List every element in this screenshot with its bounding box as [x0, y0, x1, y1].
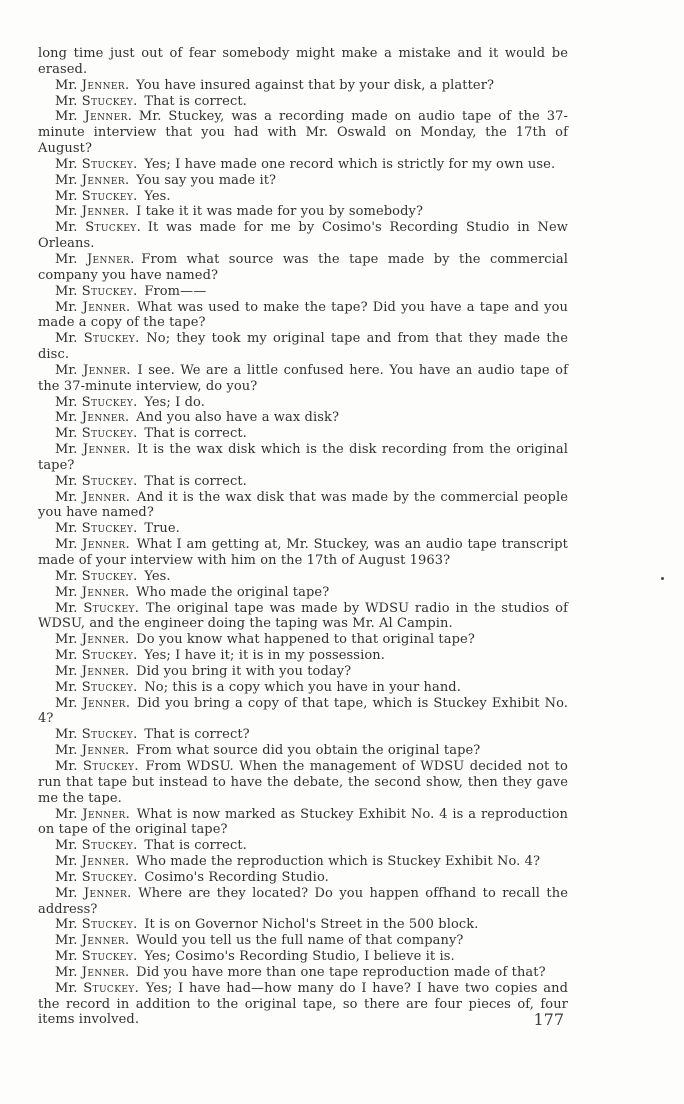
speaker-prefix: Mr. [55, 473, 82, 489]
speaker-prefix: Mr. [55, 109, 85, 125]
speaker-prefix: Mr. [55, 204, 82, 220]
speaker-name: Jenner. [82, 537, 131, 553]
speaker-name: Stuckey. [81, 917, 138, 933]
speaker-name: Stuckey. [81, 426, 138, 442]
speaker-prefix: Mr. [55, 537, 83, 553]
transcript-paragraph: Mr. Jenner. Did you bring it with you today? [55, 663, 352, 679]
speaker-name: Stuckey. [81, 394, 138, 410]
transcript-paragraph: Mr. Jenner. Who made the original tape? [55, 584, 330, 600]
speaker-prefix: Mr. [55, 426, 82, 442]
speaker-name: Stuckey. [81, 679, 138, 695]
speaker-prefix: Mr. [55, 679, 82, 695]
speaker-name: Stuckey. [81, 568, 138, 584]
transcript-paragraph: Mr. Jenner. What was used to make the tape? Did you have a tape and you made a copy of the tape? [38, 299, 568, 331]
speaker-prefix: Mr. [55, 394, 82, 410]
speaker-prefix: Mr. [55, 949, 82, 965]
speaker-prefix: Mr. [55, 220, 86, 236]
transcript-paragraph: Mr. Stuckey. Yes; I have had—how many do I have? I have two copies and the record in addition to the original tape, so there are four pieces of, four items involved. [38, 980, 568, 1028]
speaker-name: Stuckey. [81, 521, 138, 537]
transcript-paragraph: Mr. Jenner. And you also have a wax disk? [55, 410, 340, 426]
speaker-name: Stuckey. [81, 473, 138, 489]
speaker-prefix: Mr. [55, 442, 83, 458]
speaker-prefix: Mr. [55, 251, 87, 267]
transcript-paragraph: Mr. Stuckey. That is correct? [55, 727, 250, 743]
speaker-name: Stuckey. [82, 758, 139, 774]
speaker-prefix: Mr. [55, 77, 82, 93]
speaker-name: Jenner. [82, 806, 131, 822]
transcript-paragraph: Mr. Stuckey. From—— [55, 283, 207, 299]
speaker-prefix: Mr. [55, 806, 83, 822]
transcript-paragraph: Mr. Stuckey. It was made for me by Cosimo's Recording Studio in New Orleans. [38, 220, 568, 252]
transcript-paragraph: Mr. Stuckey. That is correct. [55, 838, 247, 854]
speaker-prefix: Mr. [55, 695, 83, 711]
transcript-paragraph: Mr. Stuckey. That is correct. [55, 473, 247, 489]
speaker-name: Jenner. [82, 299, 131, 315]
speaker-name: Jenner. [81, 933, 130, 949]
speaker-name: Stuckey. [83, 980, 140, 996]
transcript-paragraph: Mr. Jenner. Did you have more than one tape reproduction made of that? [55, 964, 546, 980]
speaker-name: Stuckey. [81, 727, 138, 743]
page-number: 177 [533, 1010, 564, 1029]
speaker-name: Jenner. [82, 489, 131, 505]
transcript-paragraph: Mr. Jenner. Who made the reproduction which is Stuckey Exhibit No. 4? [55, 854, 541, 870]
speaker-name: Jenner. [83, 362, 131, 378]
speaker-prefix: Mr. [55, 584, 82, 600]
speaker-prefix: Mr. [55, 980, 84, 996]
speaker-name: Jenner. [81, 663, 130, 679]
speaker-prefix: Mr. [55, 869, 82, 885]
speaker-name: Jenner. [86, 251, 135, 267]
speaker-prefix: Mr. [55, 600, 84, 616]
speaker-prefix: Mr. [55, 838, 82, 854]
transcript-paragraph: Mr. Jenner. What is now marked as Stuckey Exhibit No. 4 is a reproduction on tape of the original tape? [38, 806, 568, 838]
speaker-prefix: Mr. [55, 489, 83, 505]
transcript-paragraph: Mr. Jenner. From what source did you obtain the original tape? [55, 743, 481, 759]
transcript-paragraph: Mr. Stuckey. Yes; I do. [55, 394, 205, 410]
scan-speck [661, 577, 664, 580]
transcript-paragraph: Mr. Jenner. Do you know what happened to that original tape? [55, 632, 475, 648]
speaker-prefix: Mr. [55, 283, 82, 299]
speaker-prefix: Mr. [55, 933, 82, 949]
transcript-paragraph: Mr. Jenner. What I am getting at, Mr. Stuckey, was an audio tape transcript made of your interview with him on the 17th of August 1963? [38, 537, 569, 568]
speaker-name: Jenner. [81, 204, 130, 220]
transcript-paragraph: Mr. Stuckey. That is correct. [55, 426, 247, 442]
speaker-name: Jenner. [84, 109, 133, 125]
speaker-prefix: Mr. [55, 568, 82, 584]
speaker-prefix: Mr. [55, 758, 83, 774]
speaker-prefix: Mr. [55, 648, 82, 664]
speaker-prefix: Mr. [55, 521, 82, 537]
speaker-name: Jenner. [83, 885, 132, 901]
speaker-prefix: Mr. [55, 885, 84, 901]
speaker-prefix: Mr. [55, 299, 83, 315]
transcript-paragraph: Mr. Stuckey. No; this is a copy which you have in your hand. [55, 679, 461, 695]
speaker-name: Stuckey. [81, 648, 138, 664]
transcript-paragraph: Mr. Jenner. I take it it was made for you by somebody? [55, 204, 424, 220]
speaker-name: Stuckey. [81, 949, 138, 965]
transcript-paragraph: Mr. Stuckey. That is correct. [55, 93, 247, 109]
speaker-name: Stuckey. [83, 331, 140, 347]
speaker-name: Stuckey. [81, 869, 138, 885]
transcript-paragraph: Mr. Jenner. You say you made it? [55, 172, 277, 188]
transcript-paragraph: Mr. Stuckey. It is on Governor Nichol's Street in the 500 block. [55, 917, 479, 933]
speaker-prefix: Mr. [55, 727, 82, 743]
transcript-paragraph: Mr. Jenner. Mr. Stuckey, was a recording made on audio tape of the 37-minute interview that you had with Mr. Oswald on Monday, the 17th of August? [38, 109, 569, 157]
speaker-name: Jenner. [81, 964, 130, 980]
transcript-paragraph: Mr. Stuckey. Yes; I have made one record which is strictly for my own use. [55, 156, 556, 172]
speaker-prefix: Mr. [55, 964, 82, 980]
transcript-paragraph: Mr. Stuckey. Yes; Cosimo's Recording Studio, I believe it is. [55, 949, 455, 965]
speaker-name: Jenner. [82, 695, 131, 711]
transcript-paragraph: Mr. Stuckey. Yes. [55, 568, 171, 584]
speaker-prefix: Mr. [55, 917, 82, 933]
speaker-prefix: Mr. [55, 410, 82, 426]
speaker-name: Jenner. [81, 584, 130, 600]
speaker-prefix: Mr. [55, 331, 84, 347]
transcript-paragraph: Mr. Jenner. Would you tell us the full name of that company? [55, 933, 464, 949]
speaker-prefix: Mr. [55, 743, 82, 759]
transcript-paragraph: Mr. Jenner. Where are they located? Do you happen offhand to recall the address? [38, 885, 569, 917]
transcript-paragraph: Mr. Jenner. I see. We are a little confused here. You have an audio tape of the 37-minute interview, do you? [38, 362, 569, 394]
transcript-paragraph: Mr. Stuckey. From WDSU. When the management of WDSU decided not to run that tape but instead to have the debate, the second show, then they gave me the tape. [38, 758, 568, 806]
transcript-paragraph: Mr. Stuckey. Yes. [55, 188, 171, 204]
speaker-name: Jenner. [81, 854, 130, 870]
speaker-prefix: Mr. [55, 188, 82, 204]
speaker-name: Stuckey. [81, 93, 138, 109]
speaker-name: Jenner. [82, 442, 131, 458]
transcript-paragraph: Mr. Stuckey. No; they took my original tape and from that they made the disc. [38, 331, 568, 363]
transcript-paragraph: Mr. Stuckey. The original tape was made by WDSU radio in the studios of WDSU, and the engineer doing the taping was Mr. Al Campin. [38, 600, 568, 632]
transcript-paragraph: Mr. Jenner. And it is the wax disk that was made by the commercial people you have named? [38, 489, 568, 521]
speaker-name: Stuckey. [81, 156, 138, 172]
speaker-name: Jenner. [81, 410, 130, 426]
transcript [38, 46, 568, 1028]
speaker-name: Jenner. [81, 77, 130, 93]
speaker-name: Stuckey. [81, 283, 138, 299]
speaker-prefix: Mr. [55, 172, 82, 188]
transcript-paragraph: long time just out of fear somebody might make a mistake and it would be erased. [38, 46, 568, 77]
speaker-name: Stuckey. [81, 838, 138, 854]
speaker-prefix: Mr. [55, 362, 84, 378]
transcript-paragraph: Mr. Stuckey. True. [55, 521, 180, 537]
transcript-paragraph: Mr. Jenner. From what source was the tape made by the commercial company you have named? [38, 251, 569, 283]
speaker-prefix: Mr. [55, 156, 82, 172]
speaker-name: Jenner. [81, 632, 130, 648]
speaker-prefix: Mr. [55, 93, 82, 109]
transcript-paragraph: Mr. Jenner. Did you bring a copy of that tape, which is Stuckey Exhibit No. 4? [38, 695, 568, 727]
speaker-prefix: Mr. [55, 663, 82, 679]
speaker-name: Stuckey. [83, 600, 140, 616]
speaker-name: Stuckey. [81, 188, 138, 204]
transcript-paragraph: Mr. Jenner. You have insured against that by your disk, a platter? [55, 77, 495, 93]
speaker-name: Stuckey. [85, 220, 142, 236]
speaker-prefix: Mr. [55, 854, 82, 870]
speaker-name: Jenner. [81, 743, 130, 759]
speaker-prefix: Mr. [55, 632, 82, 648]
transcript-paragraph: Mr. Jenner. It is the wax disk which is the disk recording from the original tape? [38, 442, 568, 473]
transcript-paragraph: Mr. Stuckey. Yes; I have it; it is in my possession. [55, 648, 385, 664]
speaker-name: Jenner. [81, 172, 130, 188]
transcript-paragraph: Mr. Stuckey. Cosimo's Recording Studio. [55, 869, 329, 885]
